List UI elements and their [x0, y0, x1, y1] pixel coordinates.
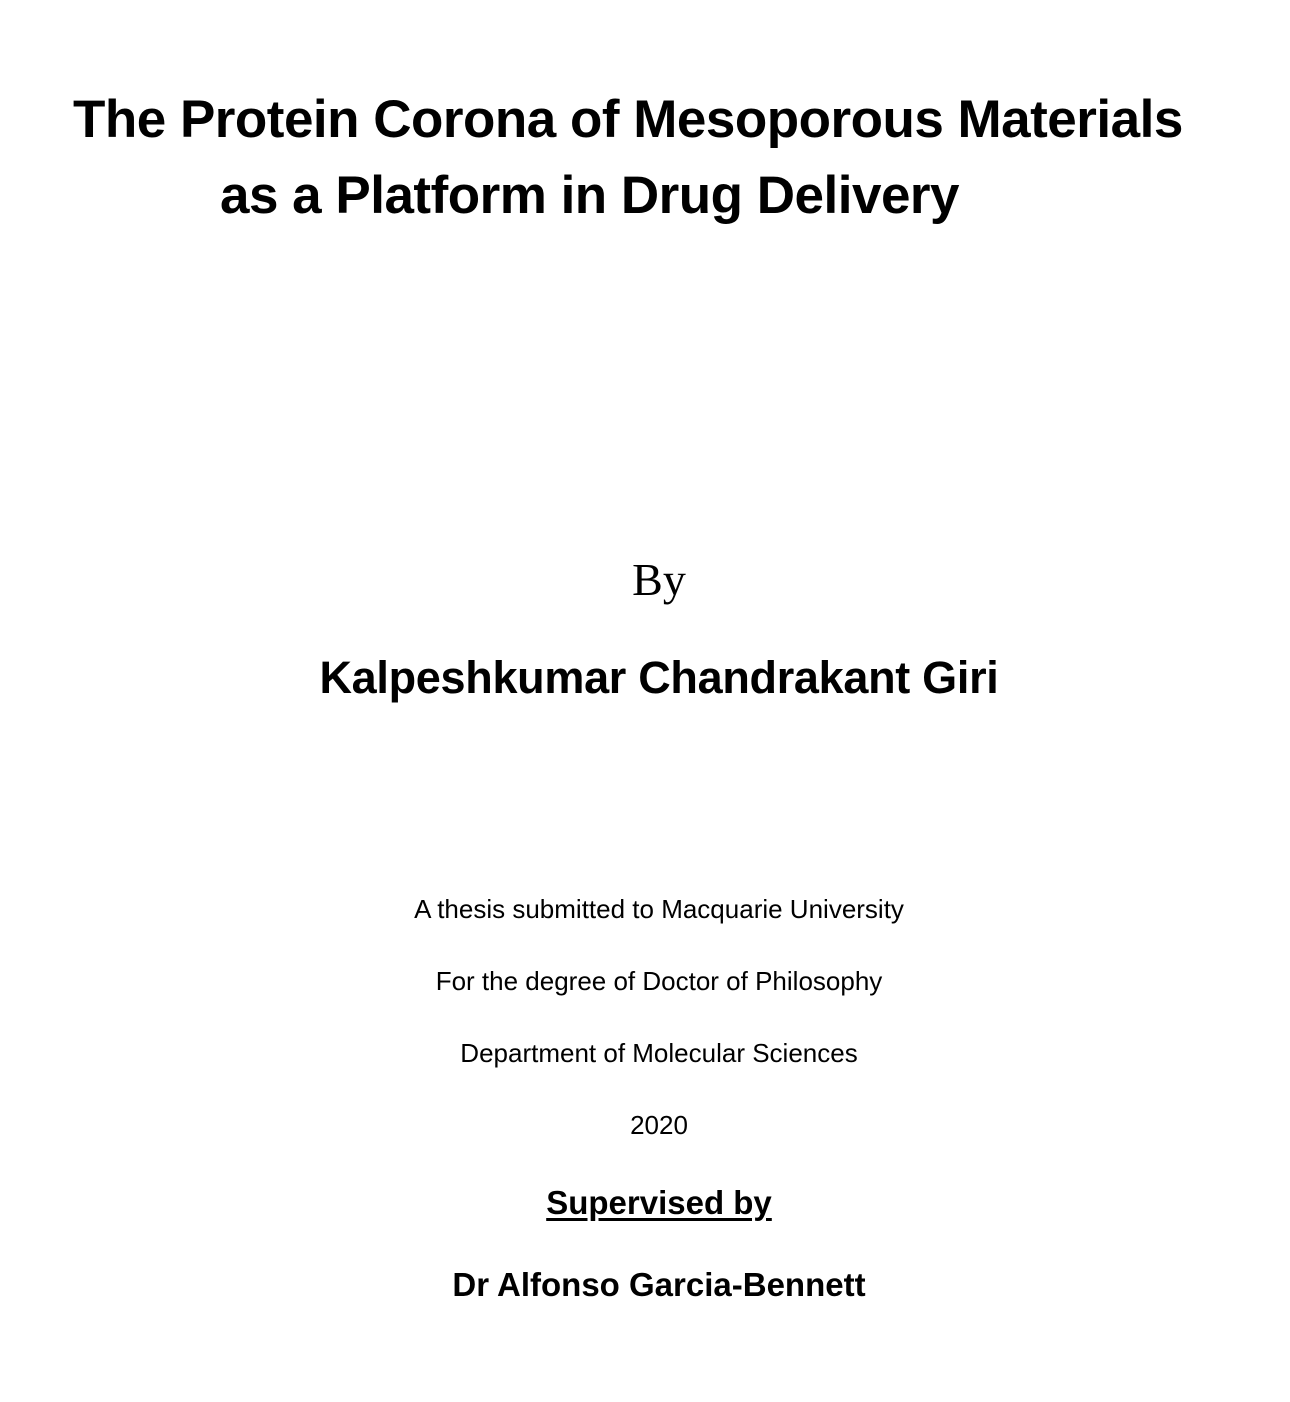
department-name: Department of Molecular Sciences [460, 1038, 858, 1068]
supervisor-name: Dr Alfonso Garcia-Bennett [452, 1266, 866, 1303]
author-name: Kalpeshkumar Chandrakant Giri [319, 652, 999, 703]
degree-statement: For the degree of Doctor of Philosophy [435, 966, 883, 996]
supervised-by-heading: Supervised by [546, 1184, 772, 1221]
submission-year: 2020 [630, 1110, 688, 1140]
thesis-title-line-2: as a Platform in Drug Delivery [220, 166, 960, 225]
thesis-title-line-1: The Protein Corona of Mesoporous Materials [73, 90, 1183, 149]
submission-statement: A thesis submitted to Macquarie University [414, 894, 904, 924]
by-label: By [632, 554, 686, 605]
thesis-title [60, 82, 1260, 234]
